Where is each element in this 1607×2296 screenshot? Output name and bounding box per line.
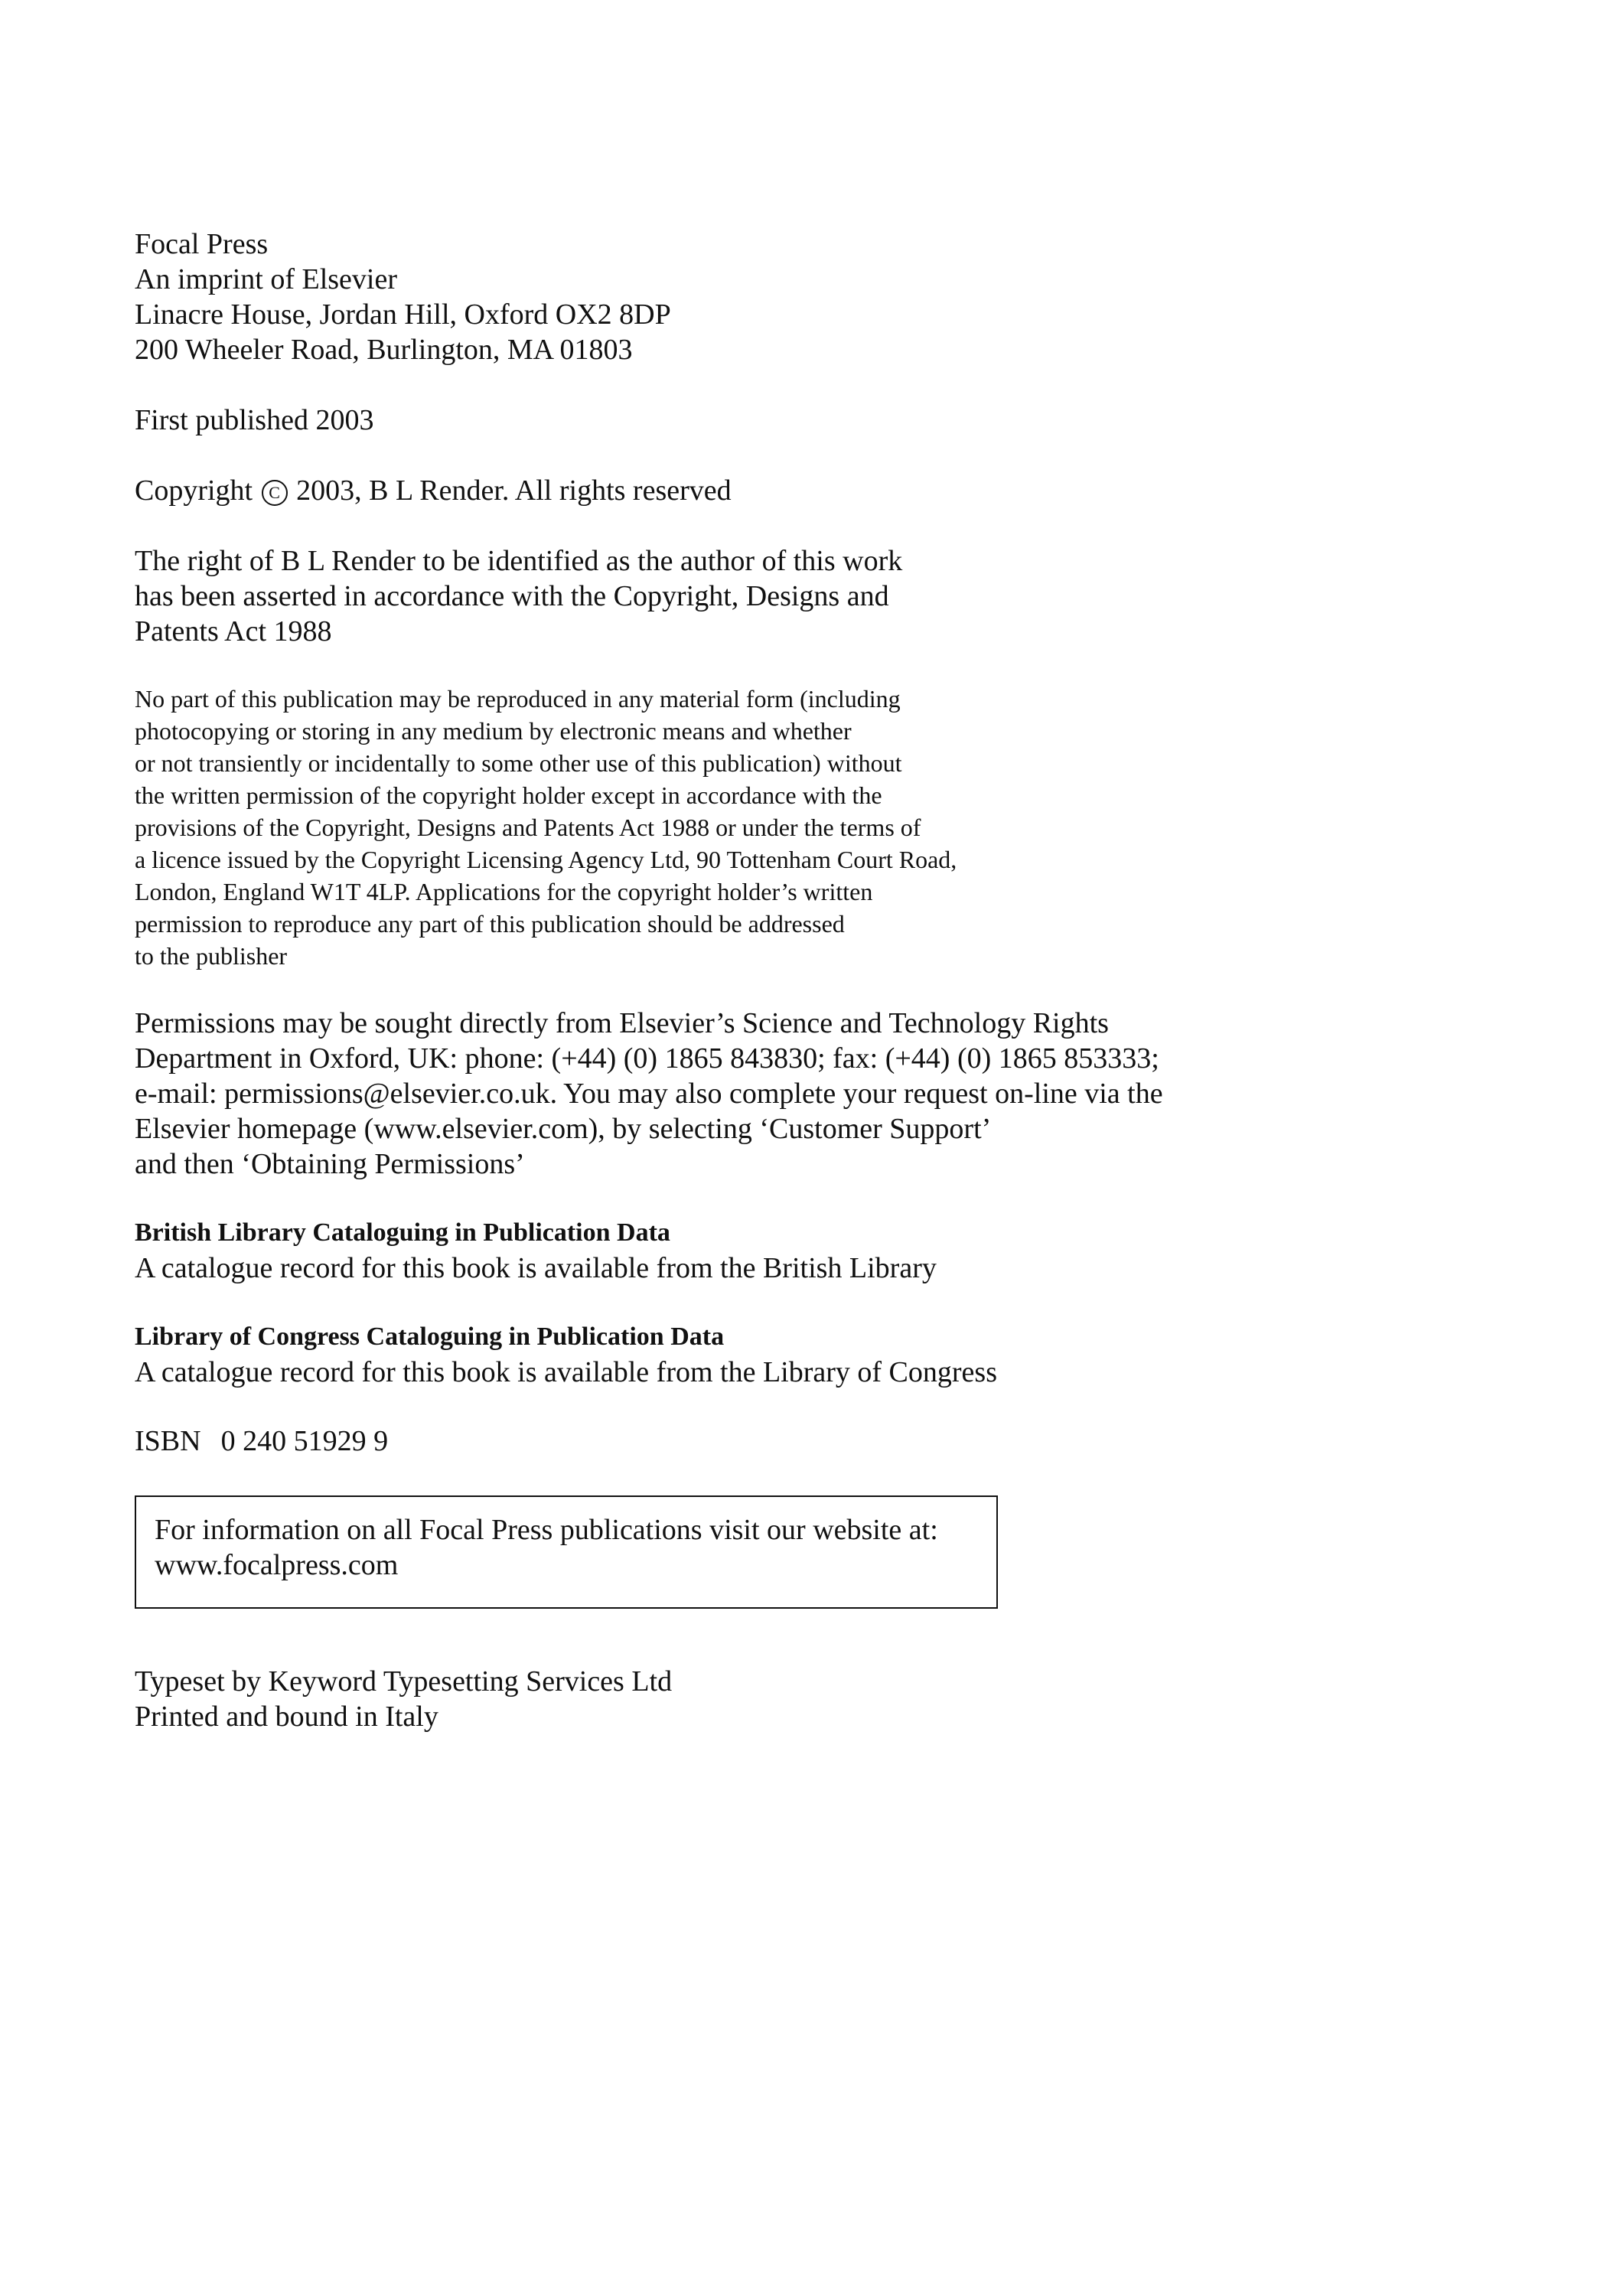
notice-line: or not transiently or incidentally to some other use of this publication) without: [135, 749, 902, 777]
permissions-line: Permissions may be sought directly from Elsevier’s Science and Technology Rights: [135, 1007, 1109, 1039]
library-of-congress-heading: Library of Congress Cataloguing in Publication Data: [135, 1322, 725, 1351]
isbn-line: [135, 1424, 1482, 1459]
typeset-credit: Typeset by Keyword Typesetting Services Ltd: [135, 1665, 673, 1698]
reproduction-notice: [135, 683, 1482, 972]
copyright-line: [135, 473, 1482, 508]
first-published: First published 2003: [135, 404, 374, 436]
publisher-address-uk: Linacre House, Jordan Hill, Oxford OX2 8DP: [135, 298, 671, 331]
copyright-text: 2003, B L Render. All rights reserved: [296, 475, 732, 507]
permissions-block: [135, 1006, 1482, 1182]
info-box-website: www.focalpress.com: [155, 1549, 399, 1581]
moral-rights-line: Patents Act 1988: [135, 615, 332, 647]
notice-line: a licence issued by the Copyright Licensing Agency Ltd, 90 Tottenham Court Road,: [135, 846, 957, 873]
copyright-symbol-icon: C: [262, 480, 288, 506]
british-library-heading: British Library Cataloguing in Publication Data: [135, 1218, 670, 1247]
moral-rights-block: [135, 543, 1482, 649]
notice-line: London, England W1T 4LP. Applications for the copyright holder’s written: [135, 878, 873, 905]
publisher-name: Focal Press: [135, 228, 269, 260]
permissions-line: e-mail: permissions@elsevier.co.uk. You may also complete your request on-line via the: [135, 1078, 1163, 1110]
permissions-line: and then ‘Obtaining Permissions’: [135, 1148, 525, 1180]
notice-line: provisions of the Copyright, Designs and Patents Act 1988 or under the terms of: [135, 814, 921, 841]
printing-block: [135, 1664, 1482, 1734]
permissions-line: Department in Oxford, UK: phone: (+44) (0) 1865 843830; fax: (+44) (0) 1865 853333;: [135, 1042, 1159, 1075]
notice-line: permission to reproduce any part of this publication should be addressed: [135, 910, 845, 938]
notice-line: photocopying or storing in any medium by electronic means and whether: [135, 717, 852, 745]
british-library-block: [135, 1215, 1482, 1286]
notice-line: the written permission of the copyright holder except in accordance with the: [135, 781, 882, 809]
publisher-imprint: An imprint of Elsevier: [135, 263, 397, 295]
library-of-congress-block: [135, 1319, 1482, 1390]
moral-rights-line: has been asserted in accordance with the Copyright, Designs and: [135, 580, 889, 612]
british-library-text: A catalogue record for this book is available from the British Library: [135, 1252, 937, 1284]
moral-rights-line: The right of B L Render to be identified as the author of this work: [135, 545, 903, 577]
permissions-line: Elsevier homepage (www.elsevier.com), by selecting ‘Customer Support’: [135, 1113, 992, 1145]
notice-line: to the publisher: [135, 942, 288, 970]
printed-credit: Printed and bound in Italy: [135, 1701, 438, 1733]
isbn-label: ISBN: [135, 1425, 201, 1457]
copyright-page: [135, 227, 1482, 1734]
info-box: [135, 1495, 998, 1609]
publisher-address-us: 200 Wheeler Road, Burlington, MA 01803: [135, 334, 633, 366]
notice-line: No part of this publication may be reproduced in any material form (including: [135, 685, 901, 713]
isbn-value: 0 240 51929 9: [220, 1425, 389, 1457]
library-of-congress-text: A catalogue record for this book is available from the Library of Congress: [135, 1356, 997, 1388]
copyright-prefix: Copyright: [135, 475, 253, 507]
info-box-text: For information on all Focal Press publications visit our website at:: [155, 1514, 938, 1546]
publisher-block: [135, 227, 1482, 367]
